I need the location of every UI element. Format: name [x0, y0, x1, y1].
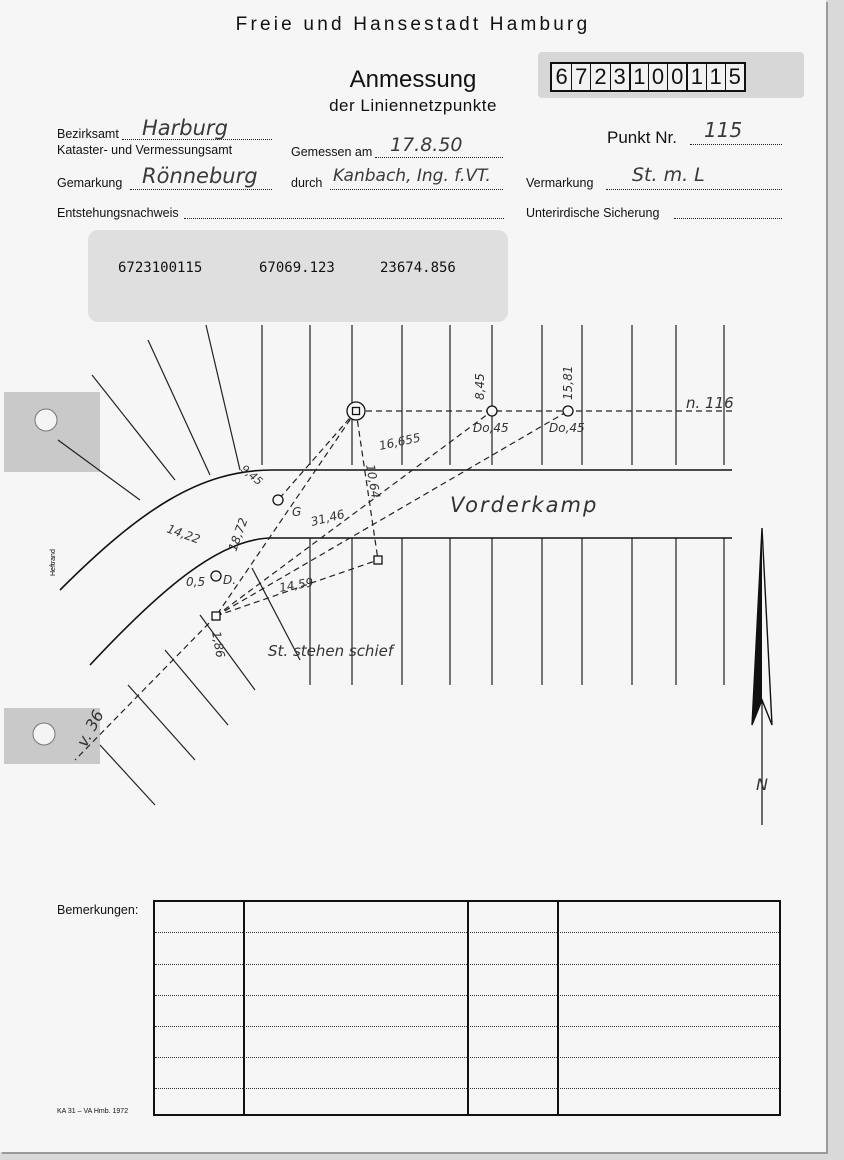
sicherung-line — [674, 218, 782, 219]
measure-label: 8,45 — [473, 373, 487, 400]
measure-label: 1,86 — [209, 630, 228, 659]
id-digit: 2 — [590, 64, 609, 90]
bezirksamt-label: Bezirksamt — [57, 127, 119, 141]
measure-label: 10,64 — [363, 463, 383, 500]
remarks-table — [153, 900, 781, 1116]
measure-label: 9,45 — [238, 462, 266, 489]
remarks-row-line — [155, 964, 779, 965]
id-digit: 1 — [706, 64, 725, 90]
vermarkung-label: Vermarkung — [526, 176, 594, 190]
form-title: Anmessung — [349, 66, 477, 93]
remarks-row-line — [155, 1057, 779, 1058]
id-digit: 1 — [686, 64, 705, 90]
vermarkung-value: St. m. L — [632, 164, 705, 186]
entstehung-line — [184, 218, 504, 219]
survey-sketch — [0, 320, 826, 840]
margin-label: Heftrand — [50, 549, 57, 576]
punch-hole — [35, 409, 57, 431]
measure-label: 18,72 — [225, 515, 251, 554]
sketch-note: St. stehen schief — [268, 642, 394, 660]
remarks-label: Bemerkungen: — [57, 903, 139, 917]
kataster-label: Kataster- und Vermessungsamt — [57, 143, 233, 157]
id-digit: 0 — [648, 64, 667, 90]
remarks-row-line — [155, 995, 779, 996]
measure-label: 14,59 — [278, 575, 315, 595]
coord-y: 23674.856 — [380, 260, 456, 276]
id-digit: 1 — [629, 64, 648, 90]
measure-label: 16,655 — [377, 430, 422, 453]
punkt-label: Punkt Nr. — [607, 128, 677, 147]
gemarkung-line — [130, 189, 272, 190]
bezirksamt-line — [122, 139, 272, 140]
measure-label: Do,45 — [473, 421, 509, 435]
coordinate-label-strip — [88, 230, 508, 322]
entstehung-label: Entstehungsnachweis — [57, 206, 179, 220]
id-digit: 0 — [667, 64, 686, 90]
parcel-lines-north — [58, 325, 724, 500]
remarks-column-divider — [467, 902, 469, 1114]
punkt-value: 115 — [704, 118, 743, 142]
coord-point-id: 6723100115 — [118, 260, 203, 276]
punkt-line — [690, 144, 782, 145]
sicherung-label: Unterirdische Sicherung — [526, 206, 660, 220]
id-digit: 6 — [555, 64, 568, 89]
remarks-column-divider — [243, 902, 245, 1114]
remarks-column-divider — [557, 902, 559, 1114]
measure-lines — [72, 411, 732, 760]
gemessen-label: Gemessen am — [291, 145, 373, 159]
point-id-digits — [550, 62, 746, 92]
measure-label: 14,22 — [164, 521, 203, 547]
id-digit: 7 — [571, 64, 590, 90]
point-id-box — [538, 52, 804, 98]
id-digit: 5 — [725, 64, 744, 90]
measure-label: D. — [223, 573, 237, 587]
remarks-row-line — [155, 1026, 779, 1027]
durch-label: durch — [291, 176, 323, 190]
authority-heading: Freie und Hansestadt Hamburg — [235, 14, 591, 35]
measure-label: 31,46 — [309, 507, 347, 529]
punch-hole — [33, 723, 55, 745]
vermarkung-line — [606, 189, 782, 190]
durch-line — [330, 189, 503, 190]
id-digit: 3 — [610, 64, 629, 90]
measure-label: 0,5 — [186, 575, 206, 589]
bezirksamt-value: Harburg — [142, 116, 228, 140]
measure-label: Do,45 — [549, 421, 585, 435]
previous-point-label: v. 36 — [72, 706, 108, 750]
gemessen-value: 17.8.50 — [390, 134, 463, 156]
street-name: Vorderkamp — [450, 493, 599, 517]
durch-value: Kanbach, Ing. f.VT. — [333, 166, 491, 186]
remarks-row-line — [155, 932, 779, 933]
street-edges — [60, 470, 732, 665]
gemarkung-value: Rönneburg — [142, 164, 258, 188]
gemarkung-label: Gemarkung — [57, 176, 123, 190]
form-code: KA 31 – VA Hmb. 1972 — [57, 1108, 129, 1115]
neighbor-point-label: n. 116 — [686, 394, 734, 412]
coord-x: 67069.123 — [259, 260, 335, 276]
remarks-row-line — [155, 1088, 779, 1089]
measure-label: 15,81 — [561, 365, 575, 400]
form-subtitle: der Liniennetzpunkte — [329, 96, 497, 115]
north-label: N — [756, 775, 768, 794]
gemessen-line — [375, 157, 503, 158]
measure-label: G — [292, 505, 302, 519]
